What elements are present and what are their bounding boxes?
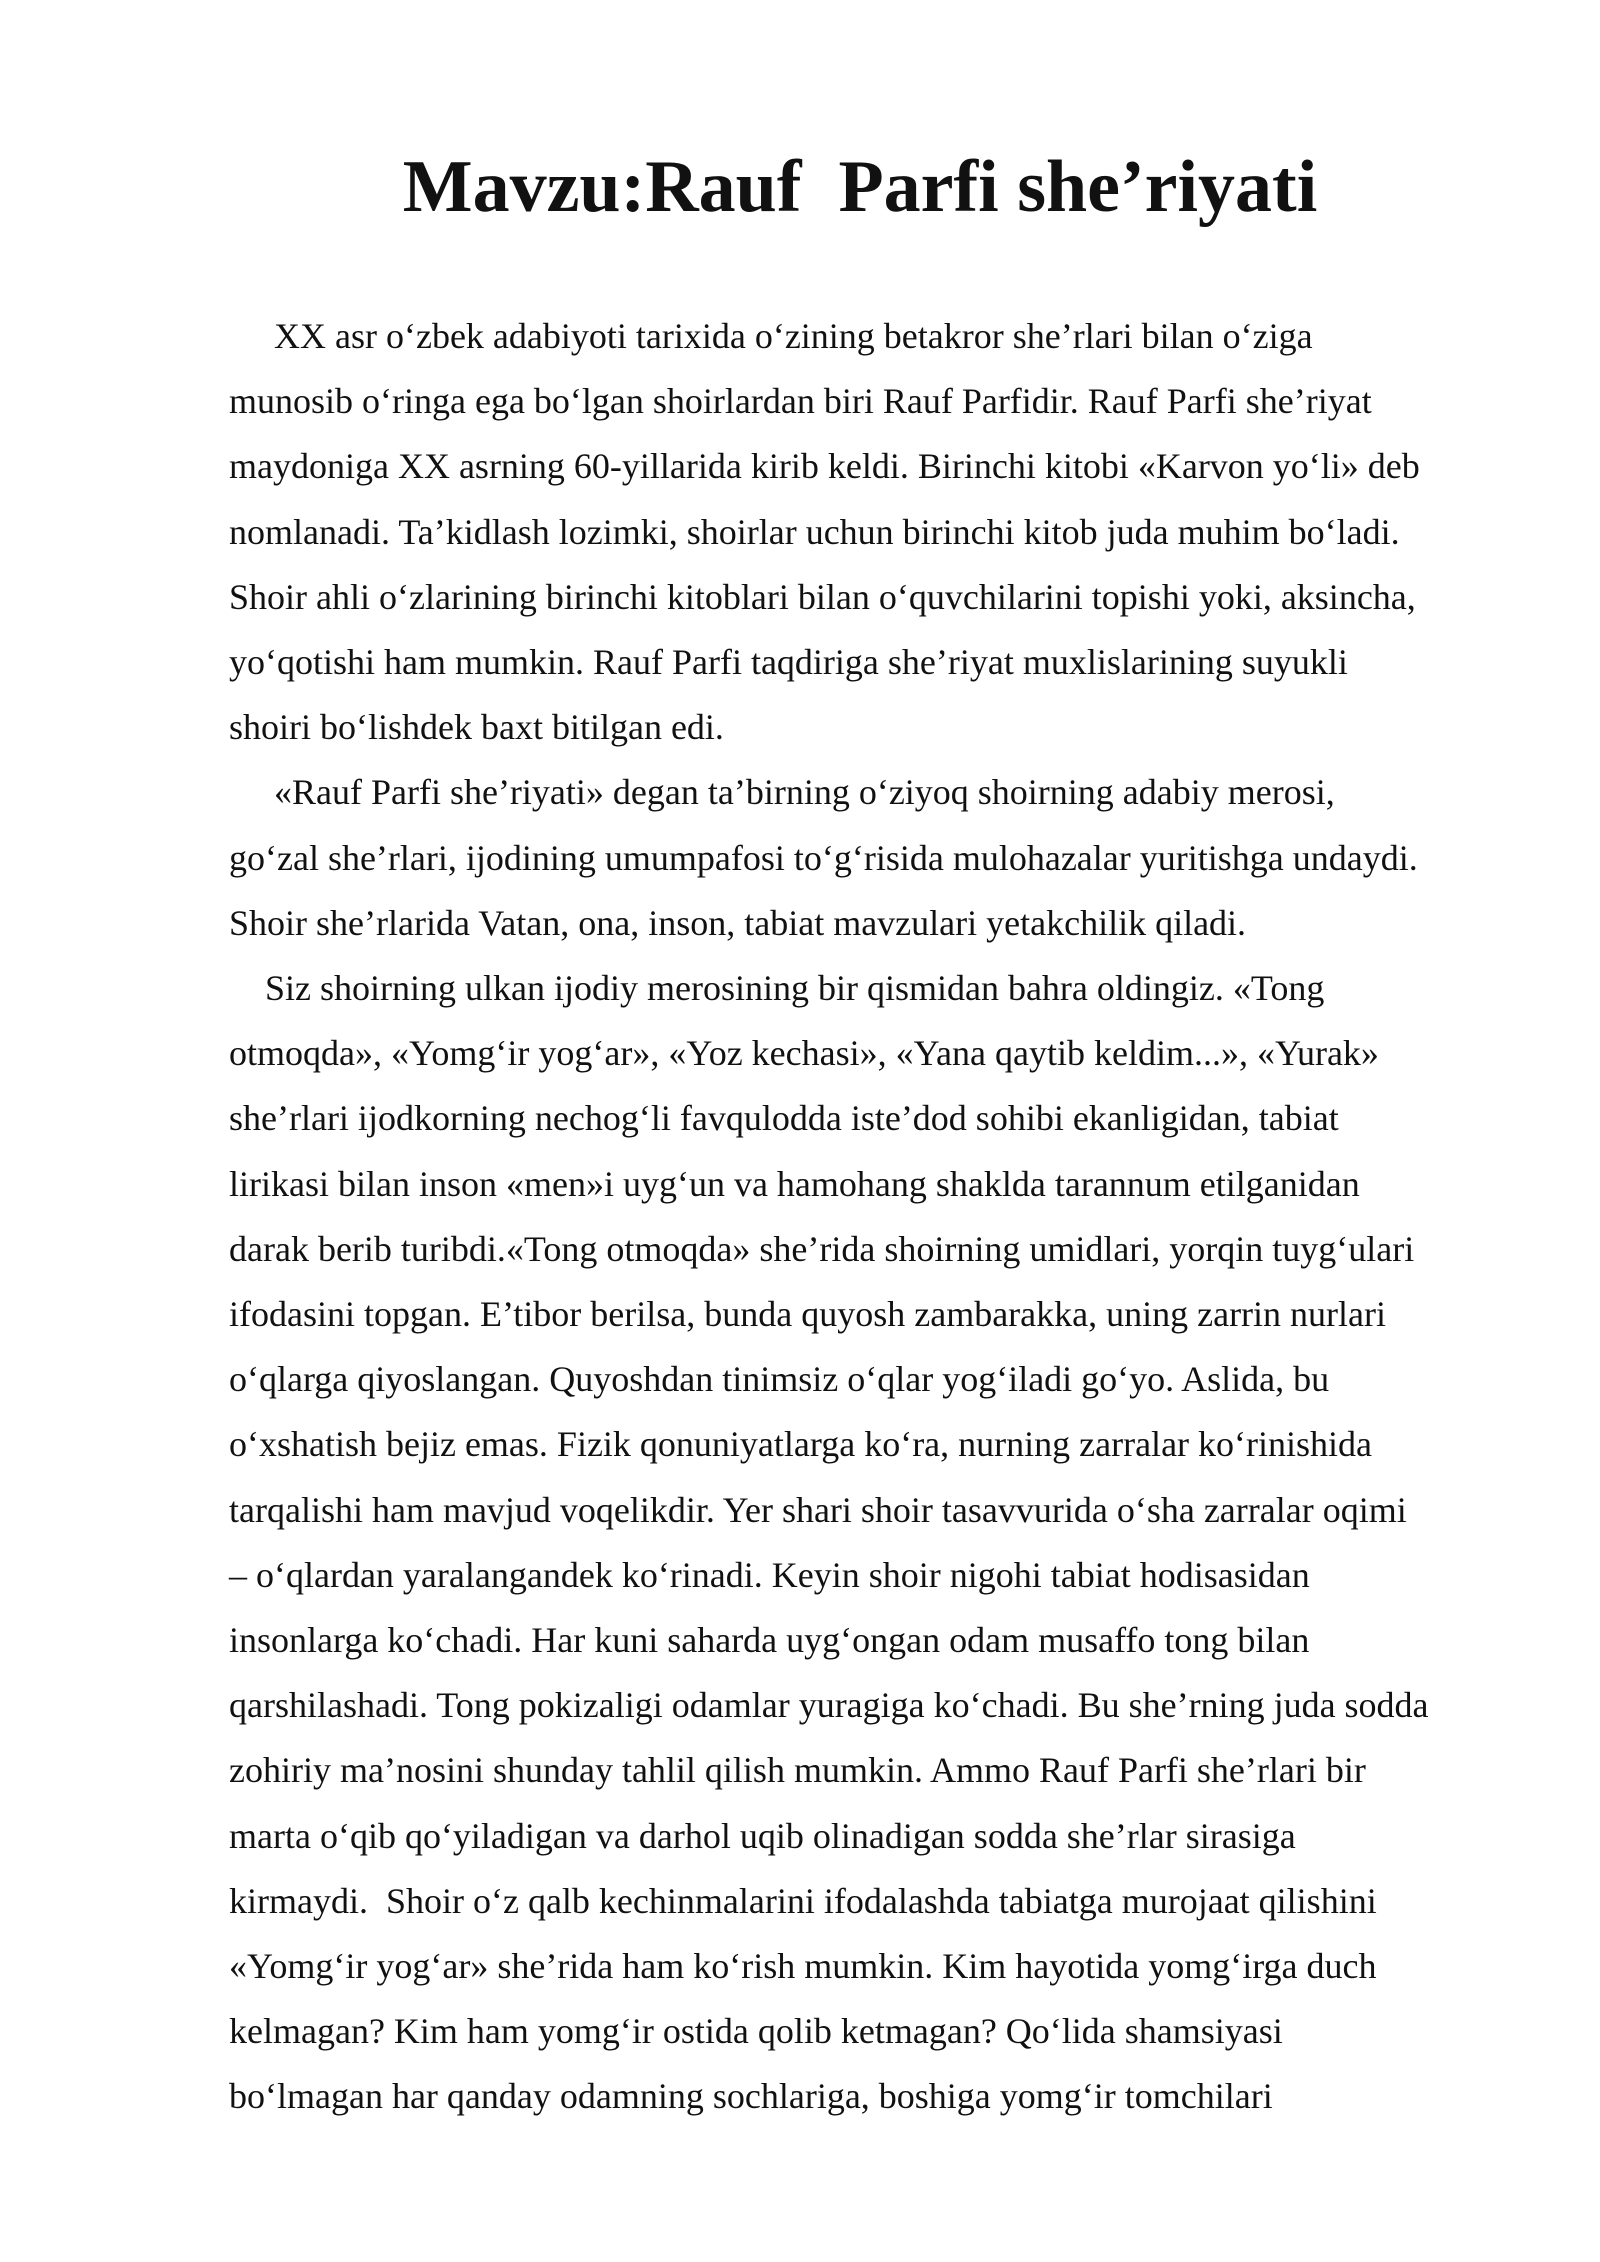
text-line: Shoir she’rlarida Vatan, ona, inson, tabiat mavzulari yetakchilik qiladi. [229, 902, 1247, 943]
text-line: darak berib turibdi.«Tong otmoqda» she’rida shoirning umidlari, yorqin tuyg‘ulari [229, 1228, 1415, 1269]
text-line: go‘zal she’rlari, ijodining umumpafosi to‘g‘risida mulohazalar yuritishga undaydi. [229, 837, 1418, 878]
text-line: Siz shoirning ulkan ijodiy merosining bir qismidan bahra oldingiz. «Tong [229, 968, 1325, 1009]
text-line: bo‘lmagan har qanday odamning sochlariga, boshiga yomg‘ir tomchilari [229, 2076, 1273, 2117]
text-line: nomlanadi. Ta’kidlash lozimki, shoirlar uchun birinchi kitob juda muhim bo‘ladi. [229, 511, 1400, 552]
text-line: o‘xshatish bejiz emas. Fizik qonuniyatlarga ko‘ra, nurning zarralar ko‘rinishida [229, 1424, 1372, 1465]
text-line: kelmagan? Kim ham yomg‘ir ostida qolib ketmagan? Qo‘lida shamsiyasi [229, 2011, 1283, 2052]
text-line: Shoir ahli o‘zlarining birinchi kitoblari bilan o‘quvchilarini topishi yoki, aksincha, [229, 576, 1416, 617]
text-line: tarqalishi ham mavjud voqelikdir. Yer shari shoir tasavvurida o‘sha zarralar oqimi [229, 1489, 1407, 1530]
text-line: otmoqda», «Yomg‘ir yog‘ar», «Yoz kechasi», «Yana qaytib keldim...», «Yurak» [229, 1033, 1379, 1074]
text-line: she’rlari ijodkorning nechog‘li favqulodda iste’dod sohibi ekanligidan, tabiat [229, 1098, 1339, 1139]
text-line: XX asr o‘zbek adabiyoti tarixida o‘zining betakror she’rlari bilan o‘ziga [229, 316, 1313, 356]
text-line: marta o‘qib qo‘yiladigan va darhol uqib olinadigan sodda she’rlar sirasiga [229, 1815, 1296, 1856]
text-line: shoiri bo‘lishdek baxt bitilgan edi. [229, 707, 724, 748]
text-line: yo‘qotishi ham mumkin. Rauf Parfi taqdiriga she’riyat muxlislarining suyukli [229, 642, 1348, 683]
text-line: – o‘qlardan yaralangandek ko‘rinadi. Keyin shoir nigohi tabiat hodisasidan [229, 1554, 1310, 1595]
page-title: Mavzu:Rauf Parfi she’riyati [402, 146, 1318, 228]
text-line: qarshilashadi. Tong pokizaligi odamlar yuragiga ko‘chadi. Bu she’rning juda sodda [229, 1685, 1429, 1726]
text-line: munosib o‘ringa ega bo‘lgan shoirlardan biri Rauf Parfidir. Rauf Parfi she’riyat [229, 381, 1372, 422]
text-line: insonlarga ko‘chadi. Har kuni saharda uyg‘ongan odam musaffo tong bilan [229, 1620, 1310, 1661]
text-line: lirikasi bilan inson «men»i uyg‘un va hamohang shaklda tarannum etilganidan [229, 1163, 1360, 1204]
body-text [229, 304, 1529, 2130]
text-line: ifodasini topgan. E’tibor berilsa, bunda quyosh zambarakka, uning zarrin nurlari [229, 1294, 1387, 1335]
text-line: maydoniga XX asrning 60-yillarida kirib keldi. Birinchi kitobi «Karvon yo‘li» deb [229, 446, 1420, 487]
text-line: «Rauf Parfi she’riyati» degan ta’birning o‘ziyoq shoirning adabiy merosi, [229, 772, 1335, 813]
text-line: kirmaydi. Shoir o‘z qalb kechinmalarini ifodalashda tabiatga murojaat qilishini [229, 1880, 1377, 1921]
text-line: o‘qlarga qiyoslangan. Quyoshdan tinimsiz o‘qlar yog‘iladi go‘yo. Aslida, bu [229, 1359, 1330, 1400]
text-line: zohiriy ma’nosini shunday tahlil qilish mumkin. Ammo Rauf Parfi she’rlari bir [229, 1750, 1366, 1791]
text-line: «Yomg‘ir yog‘ar» she’rida ham ko‘rish mumkin. Kim hayotida yomg‘irga duch [229, 1946, 1377, 1987]
